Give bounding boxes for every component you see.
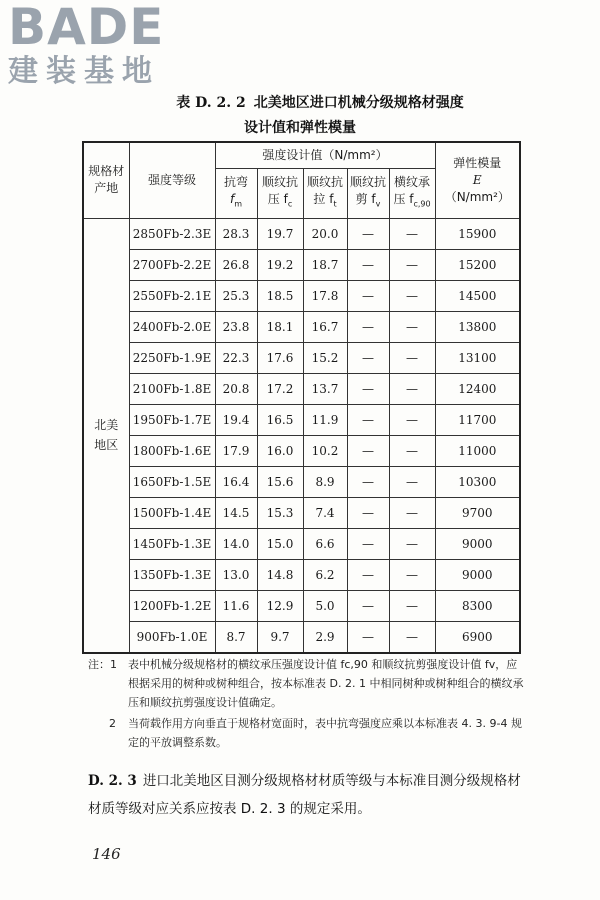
fv-cell: —	[347, 342, 389, 373]
ft-cell: 8.9	[303, 466, 347, 497]
modulus-cell: 15200	[435, 249, 520, 280]
table-row	[83, 559, 520, 590]
fc90-cell: —	[389, 497, 435, 528]
fv-cell: —	[347, 621, 389, 653]
header-fc90: 横纹承 压 $f_{c,90}$	[389, 168, 435, 218]
fv-cell: —	[347, 590, 389, 621]
table-number: 表 D. 2. 2	[176, 95, 246, 111]
header-ft: 顺纹抗 拉 $f_t$	[303, 168, 347, 218]
modulus-cell: 11700	[435, 404, 520, 435]
grade-cell: 1800Fb-1.6E	[129, 435, 215, 466]
ft-cell: 6.6	[303, 528, 347, 559]
grade-cell: 1950Fb-1.7E	[129, 404, 215, 435]
table-title: 北美地区进口机械分级规格材强度	[253, 95, 464, 111]
modulus-cell: 9000	[435, 528, 520, 559]
modulus-cell: 6900	[435, 621, 520, 653]
grade-cell: 1650Fb-1.5E	[129, 466, 215, 497]
fc90-cell: —	[389, 528, 435, 559]
logo	[8, 2, 164, 90]
fc90-cell: —	[389, 342, 435, 373]
fc90-cell: —	[389, 249, 435, 280]
fm-cell: 23.8	[215, 311, 257, 342]
table-caption-line2: 设计值和弹性模量	[244, 120, 356, 136]
fm-cell: 14.0	[215, 528, 257, 559]
table-body	[83, 218, 520, 653]
header-origin: 规格材产地	[83, 142, 129, 218]
fv-cell: —	[347, 404, 389, 435]
fm-cell: 28.3	[215, 218, 257, 249]
fm-cell: 26.8	[215, 249, 257, 280]
fc-cell: 19.2	[257, 249, 303, 280]
table-notes	[88, 655, 528, 752]
table-row	[83, 342, 520, 373]
ft-cell: 2.9	[303, 621, 347, 653]
fv-cell: —	[347, 218, 389, 249]
table-caption-line1	[20, 92, 600, 112]
fm-cell: 11.6	[215, 590, 257, 621]
fc-cell: 19.7	[257, 218, 303, 249]
fc90-cell: —	[389, 311, 435, 342]
fm-cell: 8.7	[215, 621, 257, 653]
modulus-cell: 11000	[435, 435, 520, 466]
fm-cell: 14.5	[215, 497, 257, 528]
fv-cell: —	[347, 559, 389, 590]
ft-cell: 11.9	[303, 404, 347, 435]
fm-cell: 22.3	[215, 342, 257, 373]
clause-number: D. 2. 3	[88, 773, 137, 789]
ft-cell: 15.2	[303, 342, 347, 373]
table-row	[83, 528, 520, 559]
ft-cell: 16.7	[303, 311, 347, 342]
fm-cell: 17.9	[215, 435, 257, 466]
fc90-cell: —	[389, 435, 435, 466]
ft-cell: 13.7	[303, 373, 347, 404]
modulus-cell: 13100	[435, 342, 520, 373]
table-row	[83, 373, 520, 404]
grade-cell: 900Fb-1.0E	[129, 621, 215, 653]
clause-d-2-3	[88, 767, 528, 823]
fc90-cell: —	[389, 559, 435, 590]
grade-cell: 2850Fb-2.3E	[129, 218, 215, 249]
header-design-values: 强度设计值（N/mm²）	[215, 142, 435, 168]
fc90-cell: —	[389, 373, 435, 404]
fc90-cell: —	[389, 404, 435, 435]
grade-cell: 1200Fb-1.2E	[129, 590, 215, 621]
region-cell: 北美地区	[83, 218, 129, 653]
grade-cell: 1350Fb-1.3E	[129, 559, 215, 590]
ft-cell: 18.7	[303, 249, 347, 280]
fc90-cell: —	[389, 280, 435, 311]
fv-cell: —	[347, 311, 389, 342]
fm-cell: 16.4	[215, 466, 257, 497]
modulus-cell: 10300	[435, 466, 520, 497]
fc-cell: 15.0	[257, 528, 303, 559]
logo-chinese: 建装基地	[8, 54, 160, 89]
table-row	[83, 590, 520, 621]
fc-cell: 17.2	[257, 373, 303, 404]
ft-cell: 6.2	[303, 559, 347, 590]
fc-cell: 15.3	[257, 497, 303, 528]
grade-cell: 1450Fb-1.3E	[129, 528, 215, 559]
header-fm: 抗弯 $f_m$	[215, 168, 257, 218]
fv-cell: —	[347, 280, 389, 311]
table-row	[83, 621, 520, 653]
modulus-cell: 14500	[435, 280, 520, 311]
fm-cell: 25.3	[215, 280, 257, 311]
table-row	[83, 466, 520, 497]
header-fc: 顺纹抗 压 $f_c$	[257, 168, 303, 218]
modulus-cell: 8300	[435, 590, 520, 621]
modulus-cell: 9000	[435, 559, 520, 590]
header-grade: 强度等级	[129, 142, 215, 218]
fc90-cell: —	[389, 466, 435, 497]
ft-cell: 10.2	[303, 435, 347, 466]
fc-cell: 14.8	[257, 559, 303, 590]
fc-cell: 18.5	[257, 280, 303, 311]
grade-cell: 2250Fb-1.9E	[129, 342, 215, 373]
logo-wordmark: BADE	[8, 0, 165, 56]
grade-cell: 2550Fb-2.1E	[129, 280, 215, 311]
fc-cell: 15.6	[257, 466, 303, 497]
page-number: 146	[92, 845, 121, 863]
fc-cell: 9.7	[257, 621, 303, 653]
fc90-cell: —	[389, 621, 435, 653]
note-2: 2 当荷载作用方向垂直于规格材宽面时，表中抗弯强度应乘以本标准表 4. 3. 9-4 规定的平放调整系数。	[109, 717, 522, 749]
ft-cell: 5.0	[303, 590, 347, 621]
table-row	[83, 404, 520, 435]
table-row	[83, 435, 520, 466]
fc-cell: 18.1	[257, 311, 303, 342]
grade-cell: 1500Fb-1.4E	[129, 497, 215, 528]
modulus-cell: 13800	[435, 311, 520, 342]
strength-table	[82, 141, 521, 654]
ft-cell: 20.0	[303, 218, 347, 249]
fc-cell: 16.5	[257, 404, 303, 435]
fv-cell: —	[347, 497, 389, 528]
fv-cell: —	[347, 249, 389, 280]
fm-cell: 13.0	[215, 559, 257, 590]
clause-text: 进口北美地区目测分级规格材材质等级与本标准目测分级规格材材质等级对应关系应按表 D. 2. 3 的规定采用。	[88, 773, 521, 817]
table-row	[83, 311, 520, 342]
fc-cell: 16.0	[257, 435, 303, 466]
table-row	[83, 249, 520, 280]
header-fv: 顺纹抗 剪 $f_v$	[347, 168, 389, 218]
table-row	[83, 218, 520, 249]
modulus-cell: 15900	[435, 218, 520, 249]
fm-cell: 19.4	[215, 404, 257, 435]
fv-cell: —	[347, 528, 389, 559]
fc-cell: 17.6	[257, 342, 303, 373]
fc-cell: 12.9	[257, 590, 303, 621]
fv-cell: —	[347, 435, 389, 466]
table-row	[83, 497, 520, 528]
modulus-cell: 9700	[435, 497, 520, 528]
grade-cell: 2100Fb-1.8E	[129, 373, 215, 404]
ft-cell: 17.8	[303, 280, 347, 311]
fc90-cell: —	[389, 218, 435, 249]
fm-cell: 20.8	[215, 373, 257, 404]
table-row	[83, 280, 520, 311]
grade-cell: 2700Fb-2.2E	[129, 249, 215, 280]
ft-cell: 7.4	[303, 497, 347, 528]
fc90-cell: —	[389, 590, 435, 621]
modulus-cell: 12400	[435, 373, 520, 404]
note-1: 注：1 表中机械分级规格材的横纹承压强度设计值 fc,90 和顺纹抗剪强度设计值 fv，应根据采用的树种或树种组合，按本标准表 D. 2. 1 中相同树种或树种组合的横纹承压和顺纹抗剪强度设计值确定。	[88, 658, 524, 709]
grade-cell: 2400Fb-2.0E	[129, 311, 215, 342]
fv-cell: —	[347, 373, 389, 404]
fv-cell: —	[347, 466, 389, 497]
header-modulus: 弹性模量 E （N/mm²）	[435, 142, 520, 218]
